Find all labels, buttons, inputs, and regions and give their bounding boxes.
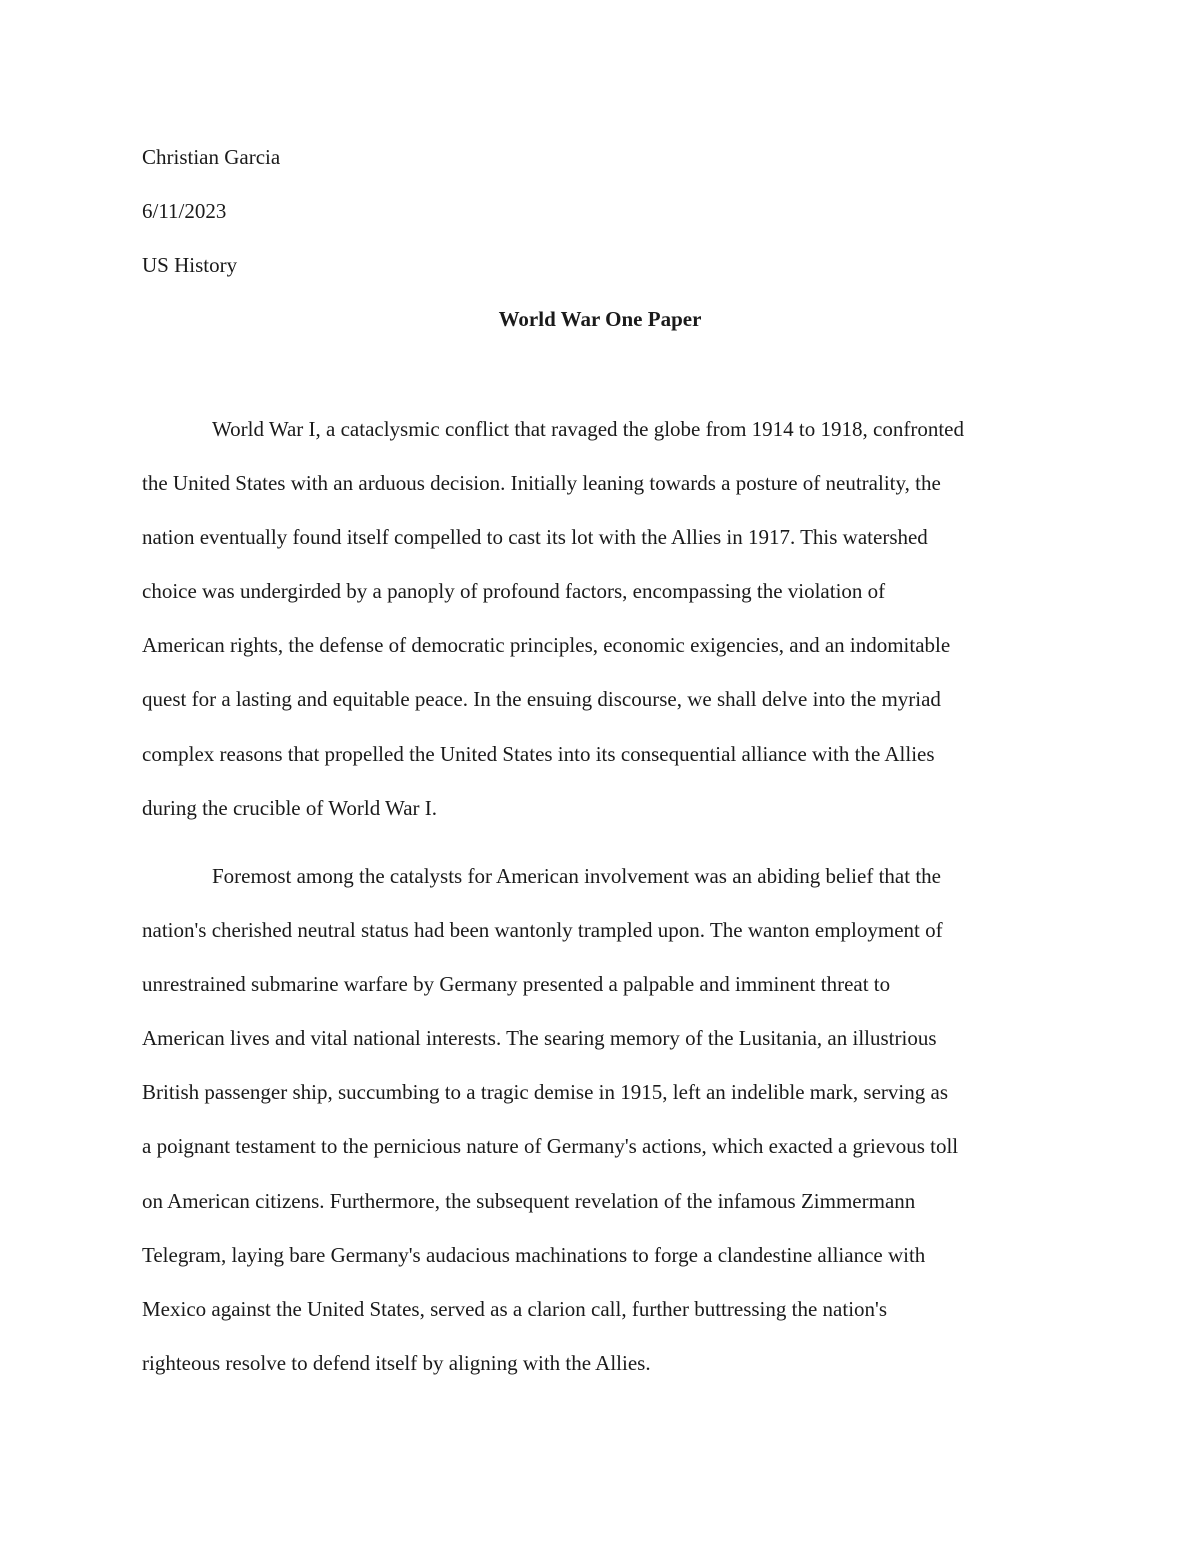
paragraph-line: nation's cherished neutral status had been wantonly trampled upon. The wanton employment of bbox=[142, 918, 943, 943]
paragraph-line: righteous resolve to defend itself by aligning with the Allies. bbox=[142, 1350, 651, 1375]
paragraph-line: Foremost among the catalysts for American involvement was an abiding belief that the bbox=[212, 864, 941, 888]
paragraph-line: during the crucible of World War I. bbox=[142, 795, 438, 820]
paragraph-line: complex reasons that propelled the United States into its consequential alliance with the Allies bbox=[142, 741, 935, 766]
paragraph-line: American rights, the defense of democratic principles, economic exigencies, and an indomitable bbox=[142, 633, 951, 658]
paragraph-line: choice was undergirded by a panoply of profound factors, encompassing the violation of bbox=[142, 579, 886, 604]
paragraph-2 bbox=[142, 849, 1062, 1390]
paragraph-line: unrestrained submarine warfare by Germany presented a palpable and imminent threat to bbox=[142, 972, 891, 997]
paragraph-line: quest for a lasting and equitable peace. In the ensuing discourse, we shall delve into the myriad bbox=[142, 687, 941, 712]
paragraph-line: World War I, a cataclysmic conflict that ravaged the globe from 1914 to 1918, confronted bbox=[212, 417, 964, 441]
paragraph-line: British passenger ship, succumbing to a tragic demise in 1915, left an indelible mark, serving as bbox=[142, 1080, 948, 1105]
paragraph-line: on American citizens. Furthermore, the subsequent revelation of the infamous Zimmermann bbox=[142, 1188, 916, 1213]
date: 6/11/2023 bbox=[142, 199, 227, 223]
paragraph-line: Telegram, laying bare Germany's audacious machinations to forge a clandestine alliance with bbox=[142, 1242, 926, 1267]
paragraph-line: nation eventually found itself compelled to cast its lot with the Allies in 1917. This watershed bbox=[142, 525, 928, 550]
course-name: US History bbox=[142, 253, 238, 277]
paragraph-line: the United States with an arduous decision. Initially leaning towards a posture of neutrality, the bbox=[142, 471, 941, 496]
paragraph-line: Mexico against the United States, served as a clarion call, further buttressing the nation's bbox=[142, 1296, 887, 1321]
author-name: Christian Garcia bbox=[142, 145, 281, 169]
paragraph-1 bbox=[142, 402, 1062, 835]
paragraph-line: a poignant testament to the pernicious nature of Germany's actions, which exacted a grievous toll bbox=[142, 1134, 959, 1159]
paper-title: World War One Paper bbox=[498, 307, 702, 331]
paragraph-line: American lives and vital national interests. The searing memory of the Lusitania, an illustrious bbox=[142, 1026, 937, 1051]
